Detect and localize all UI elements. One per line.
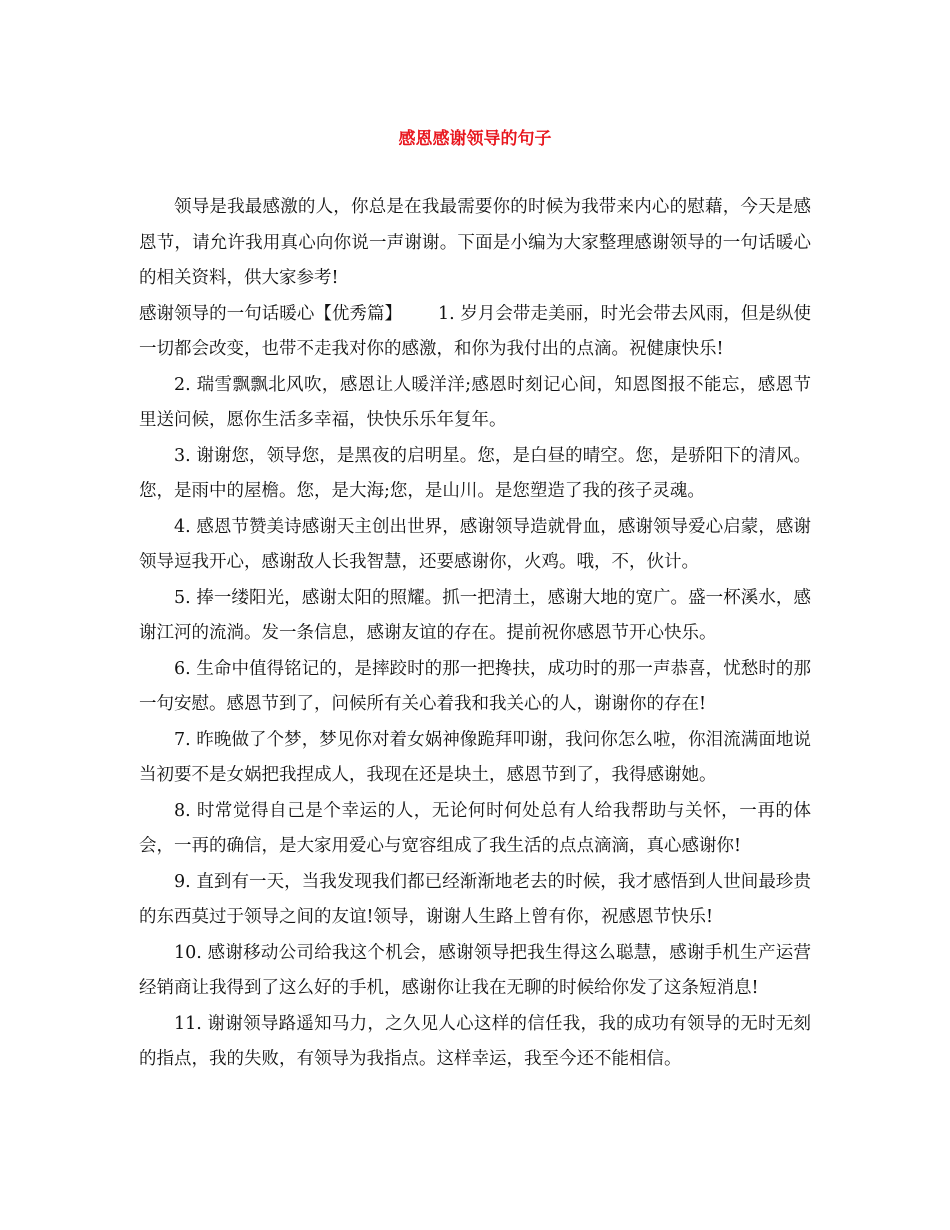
section-heading: 感谢领导的一句话暖心【优秀篇】 <box>139 303 403 324</box>
list-item: 11. 谢谢领导路遥知马力，之久见人心这样的信任我，我的成功有领导的无时无刻的指点，我的失败，有领导为我指点。这样幸运，我至今还不能相信。 <box>139 1013 811 1069</box>
list-item: 5. 捧一缕阳光，感谢太阳的照耀。抓一把清土，感谢大地的宽广。盛一杯溪水，感谢江河的流淌。发一条信息，感谢友谊的存在。提前祝你感恩节开心快乐。 <box>139 587 811 643</box>
list-item: 8. 时常觉得自己是个幸运的人，无论何时何处总有人给我帮助与关怀，一再的体会，一再的确信，是大家用爱心与宽容组成了我生活的点点滴滴，真心感谢你! <box>139 800 811 856</box>
list-item: 2. 瑞雪飘飘北风吹，感恩让人暖洋洋;感恩时刻记心间，知恩图报不能忘，感恩节里送问候，愿你生活多幸福，快快乐乐年复年。 <box>139 374 811 430</box>
list-item: 1. 岁月会带走美丽，时光会带去风雨，但是纵使一切都会改变，也带不走我对你的感激，和你为我付出的点滴。祝健康快乐! <box>139 303 811 359</box>
list-item: 7. 昨晚做了个梦，梦见你对着女娲神像跪拜叩谢，我问你怎么啦，你泪流满面地说当初要不是女娲把我捏成人，我现在还是块土，感恩节到了，我得感谢她。 <box>139 729 811 785</box>
list-item: 3. 谢谢您，领导您，是黑夜的启明星。您，是白昼的晴空。您，是骄阳下的清风。您，是雨中的屋檐。您，是大海;您，是山川。是您塑造了我的孩子灵魂。 <box>139 445 811 501</box>
list-item: 4. 感恩节赞美诗感谢天主创出世界，感谢领导造就骨血，感谢领导爱心启蒙，感谢领导逗我开心，感谢敌人长我智慧，还要感谢你，火鸡。哦，不，伙计。 <box>139 516 811 572</box>
document-body <box>139 190 811 1078</box>
list-item: 10. 感谢移动公司给我这个机会，感谢领导把我生得这么聪慧，感谢手机生产运营经销商让我得到了这么好的手机，感谢你让我在无聊的时候给你发了这条短消息! <box>139 942 811 998</box>
list-item: 6. 生命中值得铭记的，是摔跤时的那一把搀扶，成功时的那一声恭喜，忧愁时的那一句安慰。感恩节到了，问候所有关心着我和我关心的人，谢谢你的存在! <box>139 658 811 714</box>
intro-paragraph: 领导是我最感激的人，你总是在我最需要你的时候为我带来内心的慰藉，今天是感恩节，请允许我用真心向你说一声谢谢。下面是小编为大家整理感谢领导的一句话暖心的相关资料，供大家参考! <box>139 197 811 288</box>
section-paragraph <box>139 297 811 368</box>
document-title: 感恩感谢领导的句子 <box>398 129 552 149</box>
list-item: 9. 直到有一天，当我发现我们都已经渐渐地老去的时候，我才感悟到人世间最珍贵的东西莫过于领导之间的友谊!领导，谢谢人生路上曾有你，祝感恩节快乐! <box>139 871 811 927</box>
